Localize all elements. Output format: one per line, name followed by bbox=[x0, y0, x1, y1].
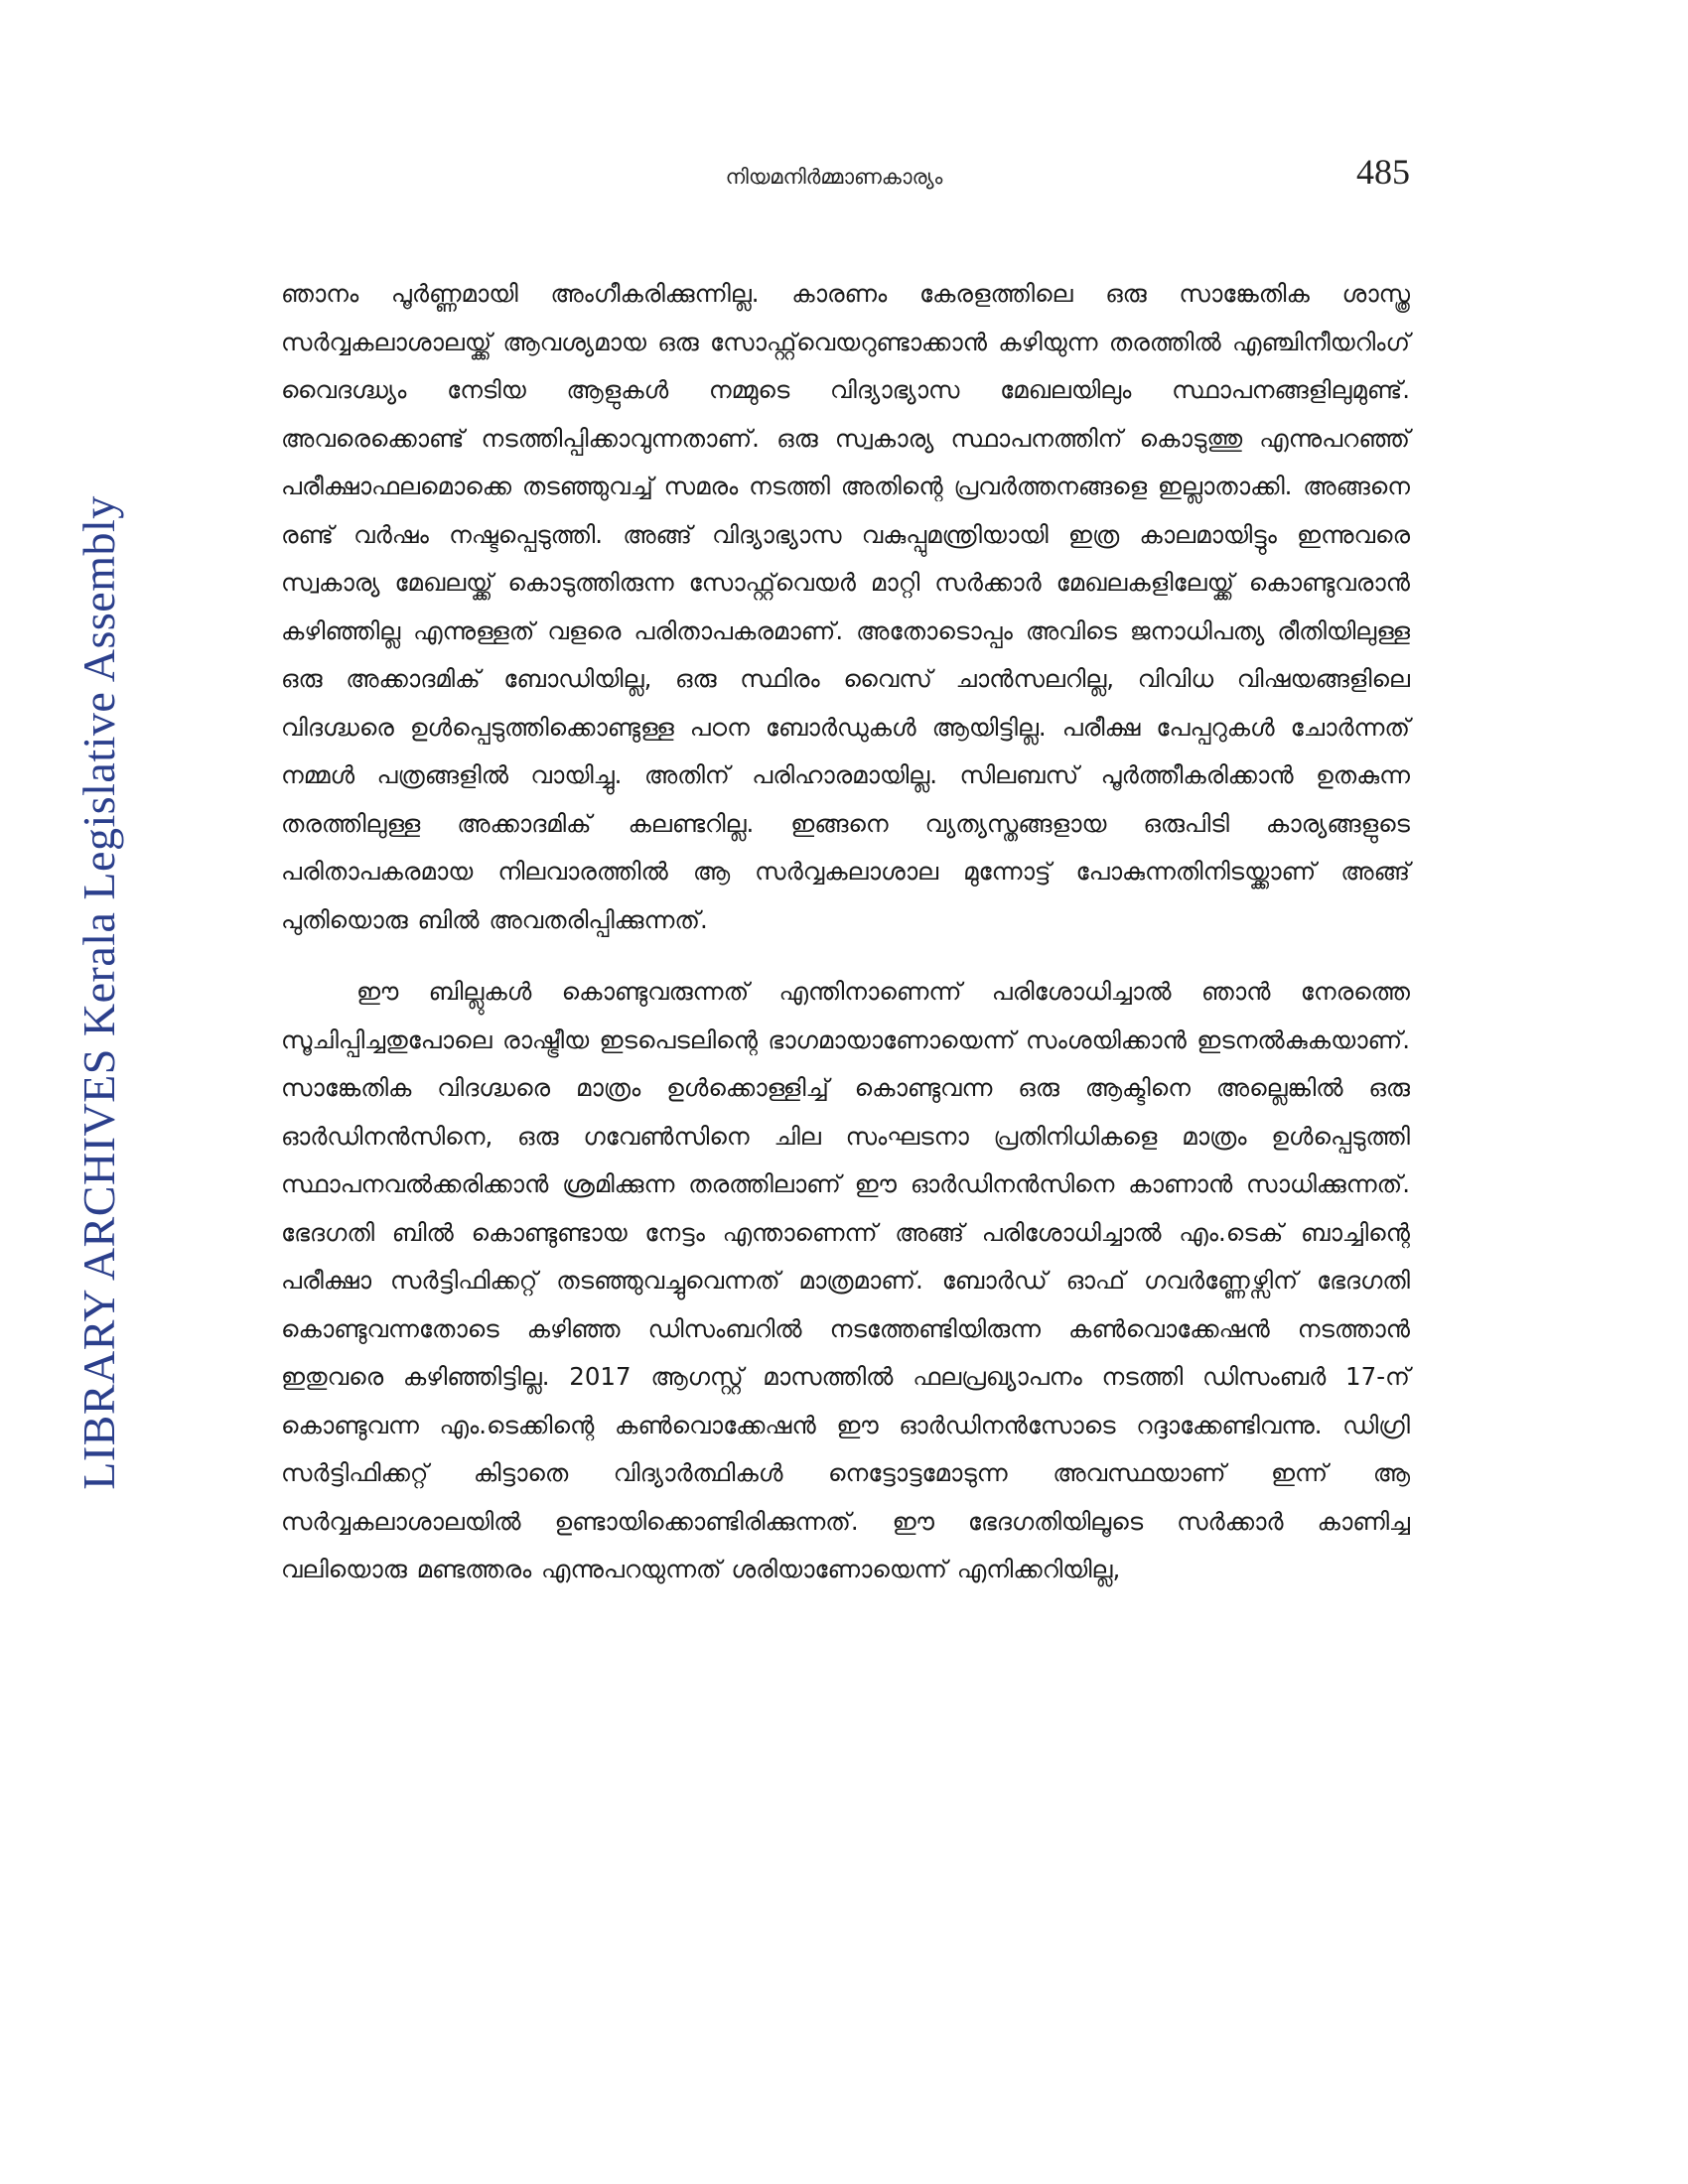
chapter-title: നിയമനിർമ്മാണകാര്യം bbox=[725, 165, 943, 189]
page-number: 485 bbox=[1356, 152, 1410, 192]
running-header bbox=[258, 152, 1410, 199]
body-text bbox=[281, 270, 1410, 1594]
paragraph: ഈ ബില്ലുകൾ കൊണ്ടുവരുന്നത് എന്തിനാണെന്ന് പരിശോധിച്ചാൽ ഞാൻ നേരത്തെ സൂചിപ്പിച്ചതുപോലെ രാഷ്ട്രീയ ഇടപെടലിന്റെ ഭാഗമായാണോയെന്ന് സംശയിക്കാൻ ഇടനൽകുകയാണ്. സാങ്കേതിക വിദഗ്ദ്ധരെ മാത്രം ഉൾക്കൊള്ളിച്ച് കൊണ്ടുവന്ന ഒരു ആക്ടിനെ അല്ലെങ്കിൽ ഒരു ഓർഡിനൻസിനെ, ഒരു ഗവേൺസിനെ ചില സംഘടനാ പ്രതിനിധികളെ മാത്രം ഉൾപ്പെടുത്തി സ്ഥാപനവൽക്കരിക്കാൻ ശ്രമിക്കുന്ന തരത്തിലാണ് ഈ ഓർഡിനൻസിനെ കാണാൻ സാധിക്കുന്നത്. ഭേദഗതി ബിൽ കൊണ്ടുണ്ടായ നേട്ടം എന്താണെന്ന് അങ്ങ് പരിശോധിച്ചാൽ എം.ടെക് ബാച്ചിന്റെ പരീക്ഷാ സർട്ടിഫിക്കറ്റ് തടഞ്ഞുവച്ചുവെന്നത് മാത്രമാണ്. ബോർഡ് ഓഫ് ഗവർണ്ണേഴ്സിന് ഭേദഗതി കൊണ്ടുവന്നതോടെ കഴിഞ്ഞ ഡിസംബറിൽ നടത്തേണ്ടിയിരുന്ന കൺവൊക്കേഷൻ നടത്താൻ ഇതുവരെ കഴിഞ്ഞിട്ടില്ല. 2017 ആഗസ്റ്റ് മാസത്തിൽ ഫലപ്രഖ്യാപനം നടത്തി ഡിസംബർ 17-ന് കൊണ്ടുവന്ന എം.ടെക്കിന്റെ കൺവൊക്കേഷൻ ഈ ഓർഡിനൻസോടെ റദ്ദാക്കേണ്ടിവന്നു. ഡിഗ്രി സർട്ടിഫിക്കറ്റ് കിട്ടാതെ വിദ്യാർത്ഥികൾ നെട്ടോട്ടമോടുന്ന അവസ്ഥയാണ് ഇന്ന് ആ സർവ്വകലാശാലയിൽ ഉണ്ടായിക്കൊണ്ടിരിക്കുന്നത്. ഈ ഭേദഗതിയിലൂടെ സർക്കാർ കാണിച്ച വലിയൊരു മണ്ടത്തരം എന്നുപറയുന്നത് ശരിയാണോയെന്ന് എനിക്കറിയില്ല, bbox=[281, 977, 1410, 1583]
library-archives-watermark: LIBRARY ARCHIVES Kerala Legislative Assembly bbox=[73, 495, 124, 1490]
paragraph: ഞാനം പൂർണ്ണമായി അംഗീകരിക്കുന്നില്ല. കാരണം കേരളത്തിലെ ഒരു സാങ്കേതിക ശാസ്ത്ര സർവ്വകലാശാലയ്ക്ക് ആവശ്യമായ ഒരു സോഫ്റ്റ്‌വെയറുണ്ടാക്കാൻ കഴിയുന്ന തരത്തിൽ എഞ്ചിനീയറിംഗ് വൈദഗ്ദ്ധ്യം നേടിയ ആളുകൾ നമ്മുടെ വിദ്യാഭ്യാസ മേഖലയിലും സ്ഥാപനങ്ങളിലുമുണ്ട്. അവരെക്കൊണ്ട് നടത്തിപ്പിക്കാവുന്നതാണ്. ഒരു സ്വകാര്യ സ്ഥാപനത്തിന് കൊടുത്തു എന്നുപറഞ്ഞ് പരീക്ഷാഫലമൊക്കെ തടഞ്ഞുവച്ച് സമരം നടത്തി അതിന്റെ പ്രവർത്തനങ്ങളെ ഇല്ലാതാക്കി. അങ്ങനെ രണ്ട് വർഷം നഷ്ടപ്പെടുത്തി. അങ്ങ് വിദ്യാഭ്യാസ വകുപ്പുമന്ത്രിയായി ഇത്ര കാലമായിട്ടും ഇന്നുവരെ സ്വകാര്യ മേഖലയ്ക്ക് കൊടുത്തിരുന്ന സോഫ്റ്റ്‌വെയർ മാറ്റി സർക്കാർ മേഖലകളിലേയ്ക്ക് കൊണ്ടുവരാൻ കഴിഞ്ഞില്ല എന്നുള്ളത് വളരെ പരിതാപകരമാണ്. അതോടൊപ്പം അവിടെ ജനാധിപത്യ രീതിയിലുള്ള ഒരു അക്കാദമിക് ബോഡിയില്ല, ഒരു സ്ഥിരം വൈസ് ചാൻസലറില്ല, വിവിധ വിഷയങ്ങളിലെ വിദഗ്ദ്ധരെ ഉൾപ്പെടുത്തിക്കൊണ്ടുള്ള പഠന ബോർഡുകൾ ആയിട്ടില്ല. പരീക്ഷ പേപ്പറുകൾ ചോർന്നത് നമ്മൾ പത്രങ്ങളിൽ വായിച്ചു. അതിന് പരിഹാരമായില്ല. സിലബസ് പൂർത്തീകരിക്കാൻ ഉതകുന്ന തരത്തിലുള്ള അക്കാദമിക് കലണ്ടറില്ല. ഇങ്ങനെ വ്യത്യസ്തങ്ങളായ ഒരുപിടി കാര്യങ്ങളുടെ പരിതാപകരമായ നിലവാരത്തിൽ ആ സർവ്വകലാശാല മുന്നോട്ട് പോകുന്നതിനിടയ്ക്കാണ് അങ്ങ് പുതിയൊരു ബിൽ അവതരിപ്പിക്കുന്നത്. bbox=[281, 279, 1410, 934]
